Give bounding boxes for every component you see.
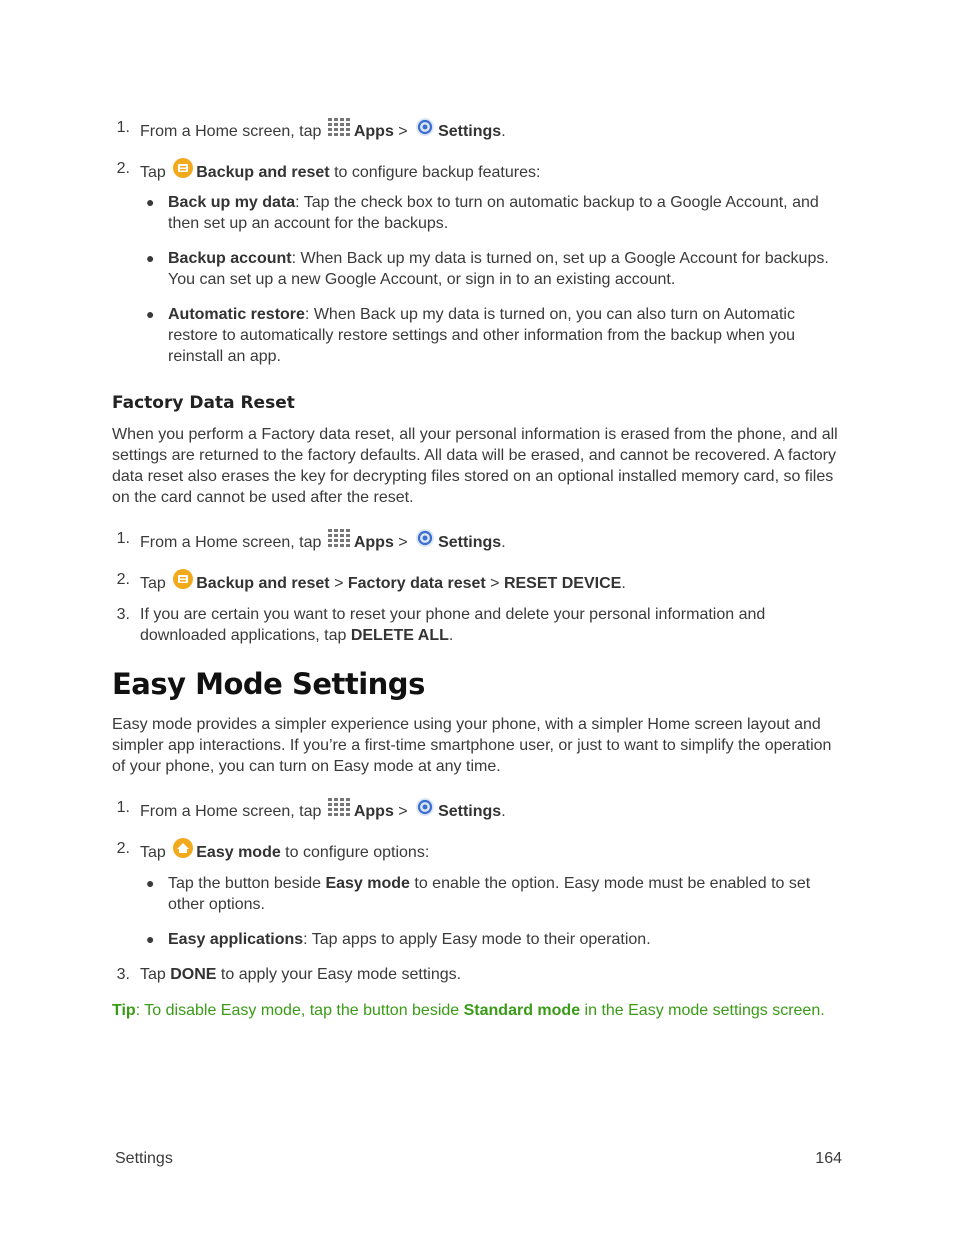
bullet-icon: ● bbox=[146, 875, 155, 891]
apps-grid-icon bbox=[327, 528, 353, 550]
easy-mode-home-icon bbox=[171, 838, 195, 860]
factory-reset-paragraph: When you perform a Factory data reset, all your personal information is erased from the phone, and all settings are returned to the factory defaults. All data will be erased, and cannot be recovered. A factory data reset also erases the key for decrypting files stored on an optional installed memory card, so files on the card cannot be used after the reset. bbox=[112, 426, 838, 506]
footer-page-number: 164 bbox=[815, 1150, 842, 1167]
bullet-icon: ● bbox=[146, 250, 155, 266]
easy-mode-paragraph: Easy mode provides a simpler experience using your phone, with a simpler Home screen layout and simpler app interactions. If you’re a first-time smartphone user, or just to want to simplify the operation of your phone, you can turn on Easy mode at any time. bbox=[112, 716, 832, 775]
backup-reset-icon bbox=[171, 569, 195, 591]
bullet-icon: ● bbox=[146, 194, 155, 210]
settings-gear-icon bbox=[413, 117, 437, 139]
apps-label: Apps bbox=[353, 123, 394, 140]
backup-reset-icon bbox=[171, 158, 195, 180]
page-title: Easy Mode Settings bbox=[112, 667, 425, 701]
bullet-icon: ● bbox=[146, 306, 155, 322]
footer-section-name: Settings bbox=[115, 1150, 173, 1167]
settings-gear-icon bbox=[413, 797, 437, 819]
step-number: 1. bbox=[116, 119, 130, 136]
apps-grid-icon bbox=[327, 117, 353, 139]
manual-page: 1. From a Home screen, tap Apps > Settings. 2. Tap Backup and reset to configure backup features: ● Back up my data: Tap the check box to turn on automatic backup to a Google Account, and then set up an account for the backups. ● Backup account: When Back up my data is turned on, set up a Google Account for backups. You can set up a new Google Account, or sign in to an existing account. ● Automatic restore: When Back up my data is turned on, you can also turn on Automatic restore to automatically restore settings and other information from the backup when you reinstall an app. Factory Data Reset When you perform a Factory data reset, all your personal information is erased from the phone, and all settings are returned to the factory defaults. All data will be erased, and cannot be recovered. A factory data reset also erases the key for decrypting files stored on an optional installed memory card, so files on the card cannot be used after the reset. 1. From a Home screen, tap Apps > Settings. 2. Tap Backup and reset > Factory data reset > RESET DEVICE. 3. If you are certain you want to reset your phone and delete your personal information and downloaded applications, tap DELETE ALL. Easy Mode Settings Easy mode provides a simpler experience using your phone, with a simpler Home screen layout and simpler app interactions. If you’re a first-time smartphone user, or just to want to simplify the operation of your phone, you can turn on Easy mode at any time. 1. From a Home screen, tap Apps > Settings. 2. Tap Easy mode to configure options: ● Tap the button beside Easy mode to enable the option. Easy mode must be enabled to set other options. ● Easy applications: Tap apps to apply Easy mode to their operation. 3. Tap DONE to apply your Easy mode settings. Tip: To disable Easy mode, tap the button beside Standard mode in the Easy mode settings screen. Settings 164 bbox=[112, 119, 842, 1167]
apps-grid-icon bbox=[327, 797, 353, 819]
factory-reset-heading: Factory Data Reset bbox=[112, 393, 295, 413]
settings-gear-icon bbox=[413, 528, 437, 550]
settings-label: Settings bbox=[438, 123, 502, 140]
tip-label: Tip bbox=[112, 1002, 136, 1019]
tip-note: Tip: To disable Easy mode, tap the button beside Standard mode in the Easy mode settings screen. bbox=[112, 1002, 825, 1019]
bullet-icon: ● bbox=[146, 931, 155, 947]
